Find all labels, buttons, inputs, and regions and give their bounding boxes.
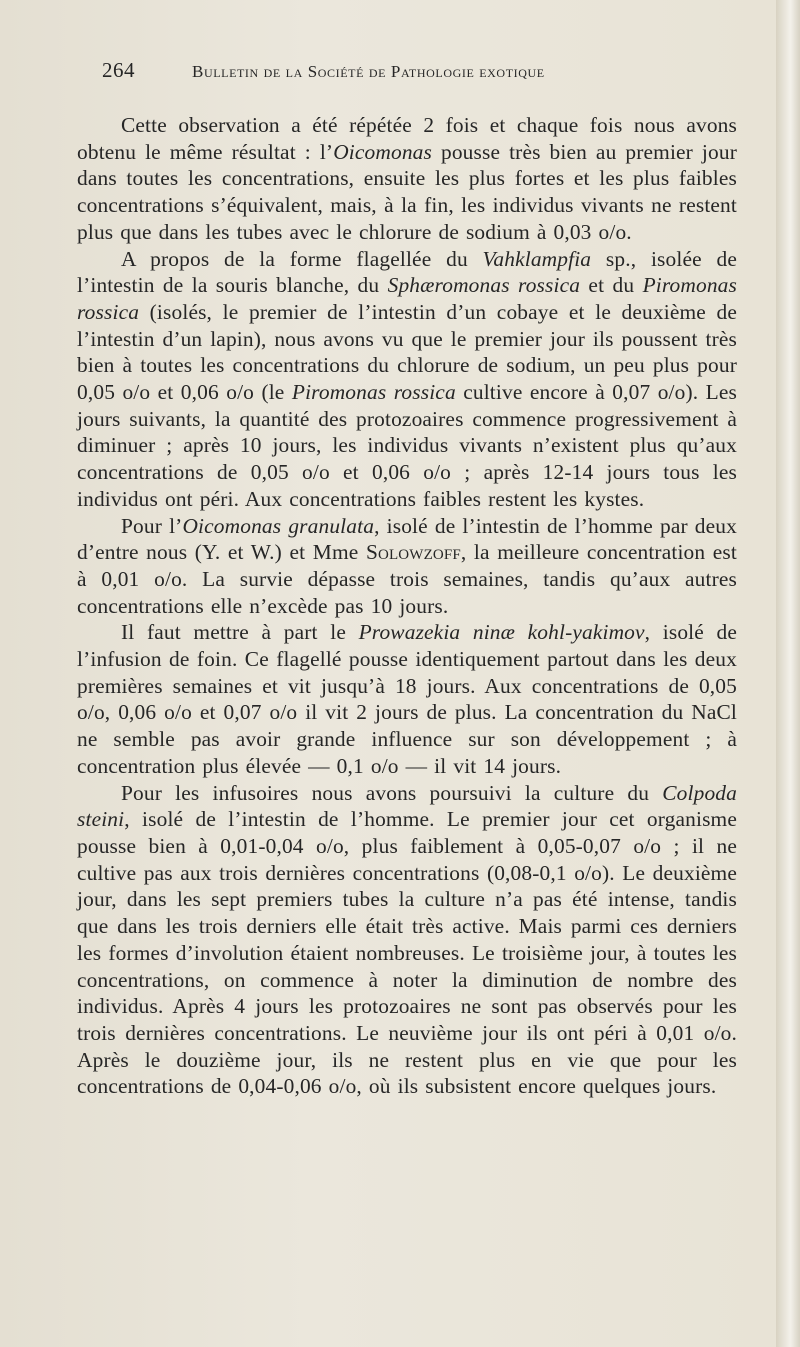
italic-text: Sphæromonas rossica [387, 273, 581, 298]
text-run: , la meilleure concentration est à 0,01 o/o. La survie dépasse trois semaines, tandis qu’aux autres concentrations elle n’excède pas 10 jours. [77, 540, 737, 618]
text-run: , isolé de l’intestin de l’homme par deux d’entre nous (Y. et W.) et Mme [77, 513, 737, 565]
text-run: , isolé de l’infusion de foin. Ce flagellé pousse identiquement partout dans les deux premières semaines et vit jusqu’à 18 jours. Aux concentrations de 0,05 o/o, 0,06 o/o et 0,07 o/o il vit 2 jours de plus. La concentration du NaCl ne semble pas avoir grande influence sur son développement ; à concentration plus élevée — 0,1 o/o — il vit 14 jours. [77, 620, 737, 778]
text-run: pousse très bien au premier jour dans toutes les concentrations, ensuite les plus fortes et les plus faibles concentrations s’équivalent, mais, à la fin, les individus vivants ne restent plus que dans les tubes avec le chlorure de sodium à 0,03 o/o. [77, 139, 737, 244]
italic-text: Colpoda steini [77, 780, 737, 832]
italic-text: Vahklampfia [482, 246, 592, 271]
text-run: sp., isolée de l’intestin de la souris blanche, du [77, 246, 738, 298]
paragraph [77, 246, 737, 513]
page-number: 264 [102, 58, 135, 82]
text-run: , isolé de l’intestin de l’homme. Le premier jour cet organisme pousse bien à 0,01-0,04 o/o, plus faiblement à 0,05-0,07 o/o ; il ne cultive pas aux trois dernières concentrations (0,08-0,1 o/o). Le deuxième jour, dans les sept premiers tubes la culture n’a pas été intense, tandis que dans les trois derniers elle était très active. Mais parmi ces derniers les formes d’involution étaient nombreuses. Le troisième jour, à toutes les concentrations, on commence à noter la diminution de nombre des individus. Après 4 jours les protozoaires ne sont pas observés pour les trois dernières concentrations. Le neuvième jour ils ont péri à 0,01 o/o. Après le douzième jour, ils ne restent plus en vie que pour les concentrations de 0,04-0,06 o/o, où ils subsistent encore quelques jours. [77, 807, 737, 1099]
italic-text: Oicomonas granulata [182, 513, 375, 538]
text-run: Pour les infusoires nous avons poursuivi la culture du [121, 780, 663, 805]
running-title: Bulletin de la Société de Pathologie exotique [192, 62, 545, 81]
text-run: cultive encore à 0,07 o/o). Les jours suivants, la quantité des protozoaires commence progressivement à diminuer ; après 10 jours, les individus vivants n’existent plus qu’aux concentrations de 0,05 o/o et 0,06 o/o ; après 12-14 jours tous les individus ont péri. Aux concentrations faibles restent les kystes. [77, 380, 737, 511]
text-run: A propos de la forme flagellée du [121, 246, 483, 271]
page-edge [776, 0, 800, 1347]
text-run: et du [580, 273, 643, 298]
italic-text: Prowazekia ninæ kohl-yakimov [358, 620, 645, 645]
paragraph [77, 112, 737, 246]
text-run: Il faut mettre à part le [121, 620, 359, 645]
text-run: (isolés, le premier de l’intestin d’un cobaye et le deuxième de l’intestin d’un lapin), nous avons vu que le premier jour ils poussent très bien à toutes les concentrations du chlorure de sodium, un peu plus pour 0,05 o/o et 0,06 o/o (le [77, 299, 737, 405]
italic-text: Piromonas rossica [291, 380, 456, 405]
text-run: Pour l’ [121, 513, 183, 538]
paragraph [77, 780, 737, 1100]
text-run: Cette observation a été répétée 2 fois et chaque fois nous avons obtenu le même résultat : l’ [77, 113, 737, 164]
small-caps-name: Solowzoff [365, 540, 461, 565]
body-text [77, 112, 737, 1100]
page-header [102, 58, 702, 88]
italic-text: Piromonas rossica [77, 273, 738, 324]
paragraph [77, 513, 737, 620]
paragraph [77, 619, 737, 779]
italic-text: Oicomonas [333, 139, 432, 164]
